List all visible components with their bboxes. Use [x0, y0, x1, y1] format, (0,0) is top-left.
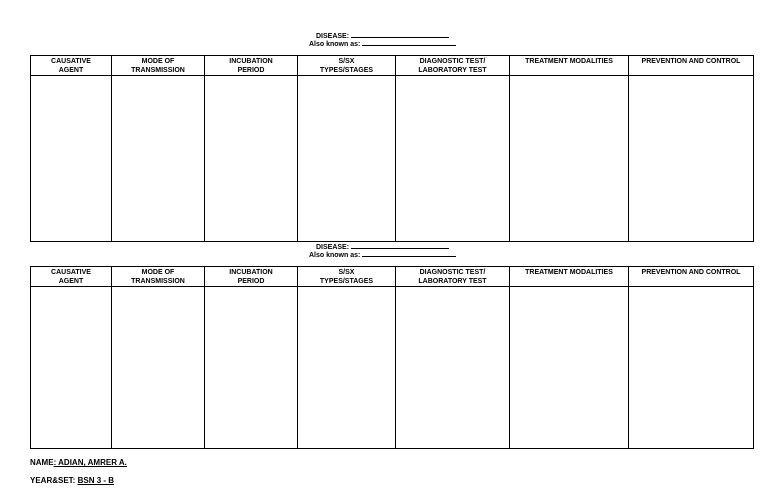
disease-label: DISEASE: [316, 33, 350, 40]
yearset-value: BSN 3 - B [77, 476, 115, 485]
cell-diagnostic-test[interactable] [396, 76, 510, 242]
aka-blank [362, 39, 456, 46]
yearset-label: YEAR&SET: [30, 476, 76, 485]
col-incubation-period: INCUBATION PERIOD [205, 56, 298, 76]
col-mode-of-transmission: MODE OF TRANSMISSION [112, 267, 205, 287]
header-row [31, 56, 754, 76]
disease-blank [351, 242, 449, 249]
col-diagnostic-test: DIAGNOSTIC TEST/ LABORATORY TEST [396, 267, 510, 287]
col-incubation-period: INCUBATION PERIOD [205, 267, 298, 287]
col-causative-agent: CAUSATIVE AGENT [31, 56, 112, 76]
cell-causative-agent[interactable] [31, 287, 112, 449]
col-diagnostic-test: DIAGNOSTIC TEST/ LABORATORY TEST [396, 56, 510, 76]
header-row [31, 267, 754, 287]
name-line [30, 458, 127, 467]
col-causative-agent: CAUSATIVE AGENT [31, 267, 112, 287]
content-row [31, 76, 754, 242]
yearset-line [30, 476, 114, 485]
name-value: : ADIAN, AMRER A. [53, 458, 127, 467]
cell-treatment-modalities[interactable] [510, 287, 629, 449]
aka-label: Also known as: [309, 252, 361, 259]
disease-label: DISEASE: [316, 244, 350, 251]
col-sign-symptoms: S/SX TYPES/STAGES [298, 56, 396, 76]
aka-header-2 [309, 250, 456, 260]
cell-incubation-period[interactable] [205, 76, 298, 242]
cell-prevention-control[interactable] [629, 287, 754, 449]
aka-header-1 [309, 39, 456, 49]
aka-blank [362, 250, 456, 257]
cell-treatment-modalities[interactable] [510, 76, 629, 242]
cell-mode-of-transmission[interactable] [112, 287, 205, 449]
col-treatment-modalities: TREATMENT MODALITIES [510, 56, 629, 76]
col-prevention-control: PREVENTION AND CONTROL [629, 267, 754, 287]
disease-blank [351, 31, 449, 38]
disease-table-1 [30, 55, 754, 242]
content-row [31, 287, 754, 449]
cell-incubation-period[interactable] [205, 287, 298, 449]
cell-sign-symptoms[interactable] [298, 76, 396, 242]
col-prevention-control: PREVENTION AND CONTROL [629, 56, 754, 76]
name-label: NAME [30, 458, 54, 467]
disease-table-2 [30, 266, 754, 449]
col-treatment-modalities: TREATMENT MODALITIES [510, 267, 629, 287]
cell-prevention-control[interactable] [629, 76, 754, 242]
col-sign-symptoms: S/SX TYPES/STAGES [298, 267, 396, 287]
aka-label: Also known as: [309, 41, 361, 48]
cell-sign-symptoms[interactable] [298, 287, 396, 449]
cell-mode-of-transmission[interactable] [112, 76, 205, 242]
col-mode-of-transmission: MODE OF TRANSMISSION [112, 56, 205, 76]
cell-causative-agent[interactable] [31, 76, 112, 242]
cell-diagnostic-test[interactable] [396, 287, 510, 449]
